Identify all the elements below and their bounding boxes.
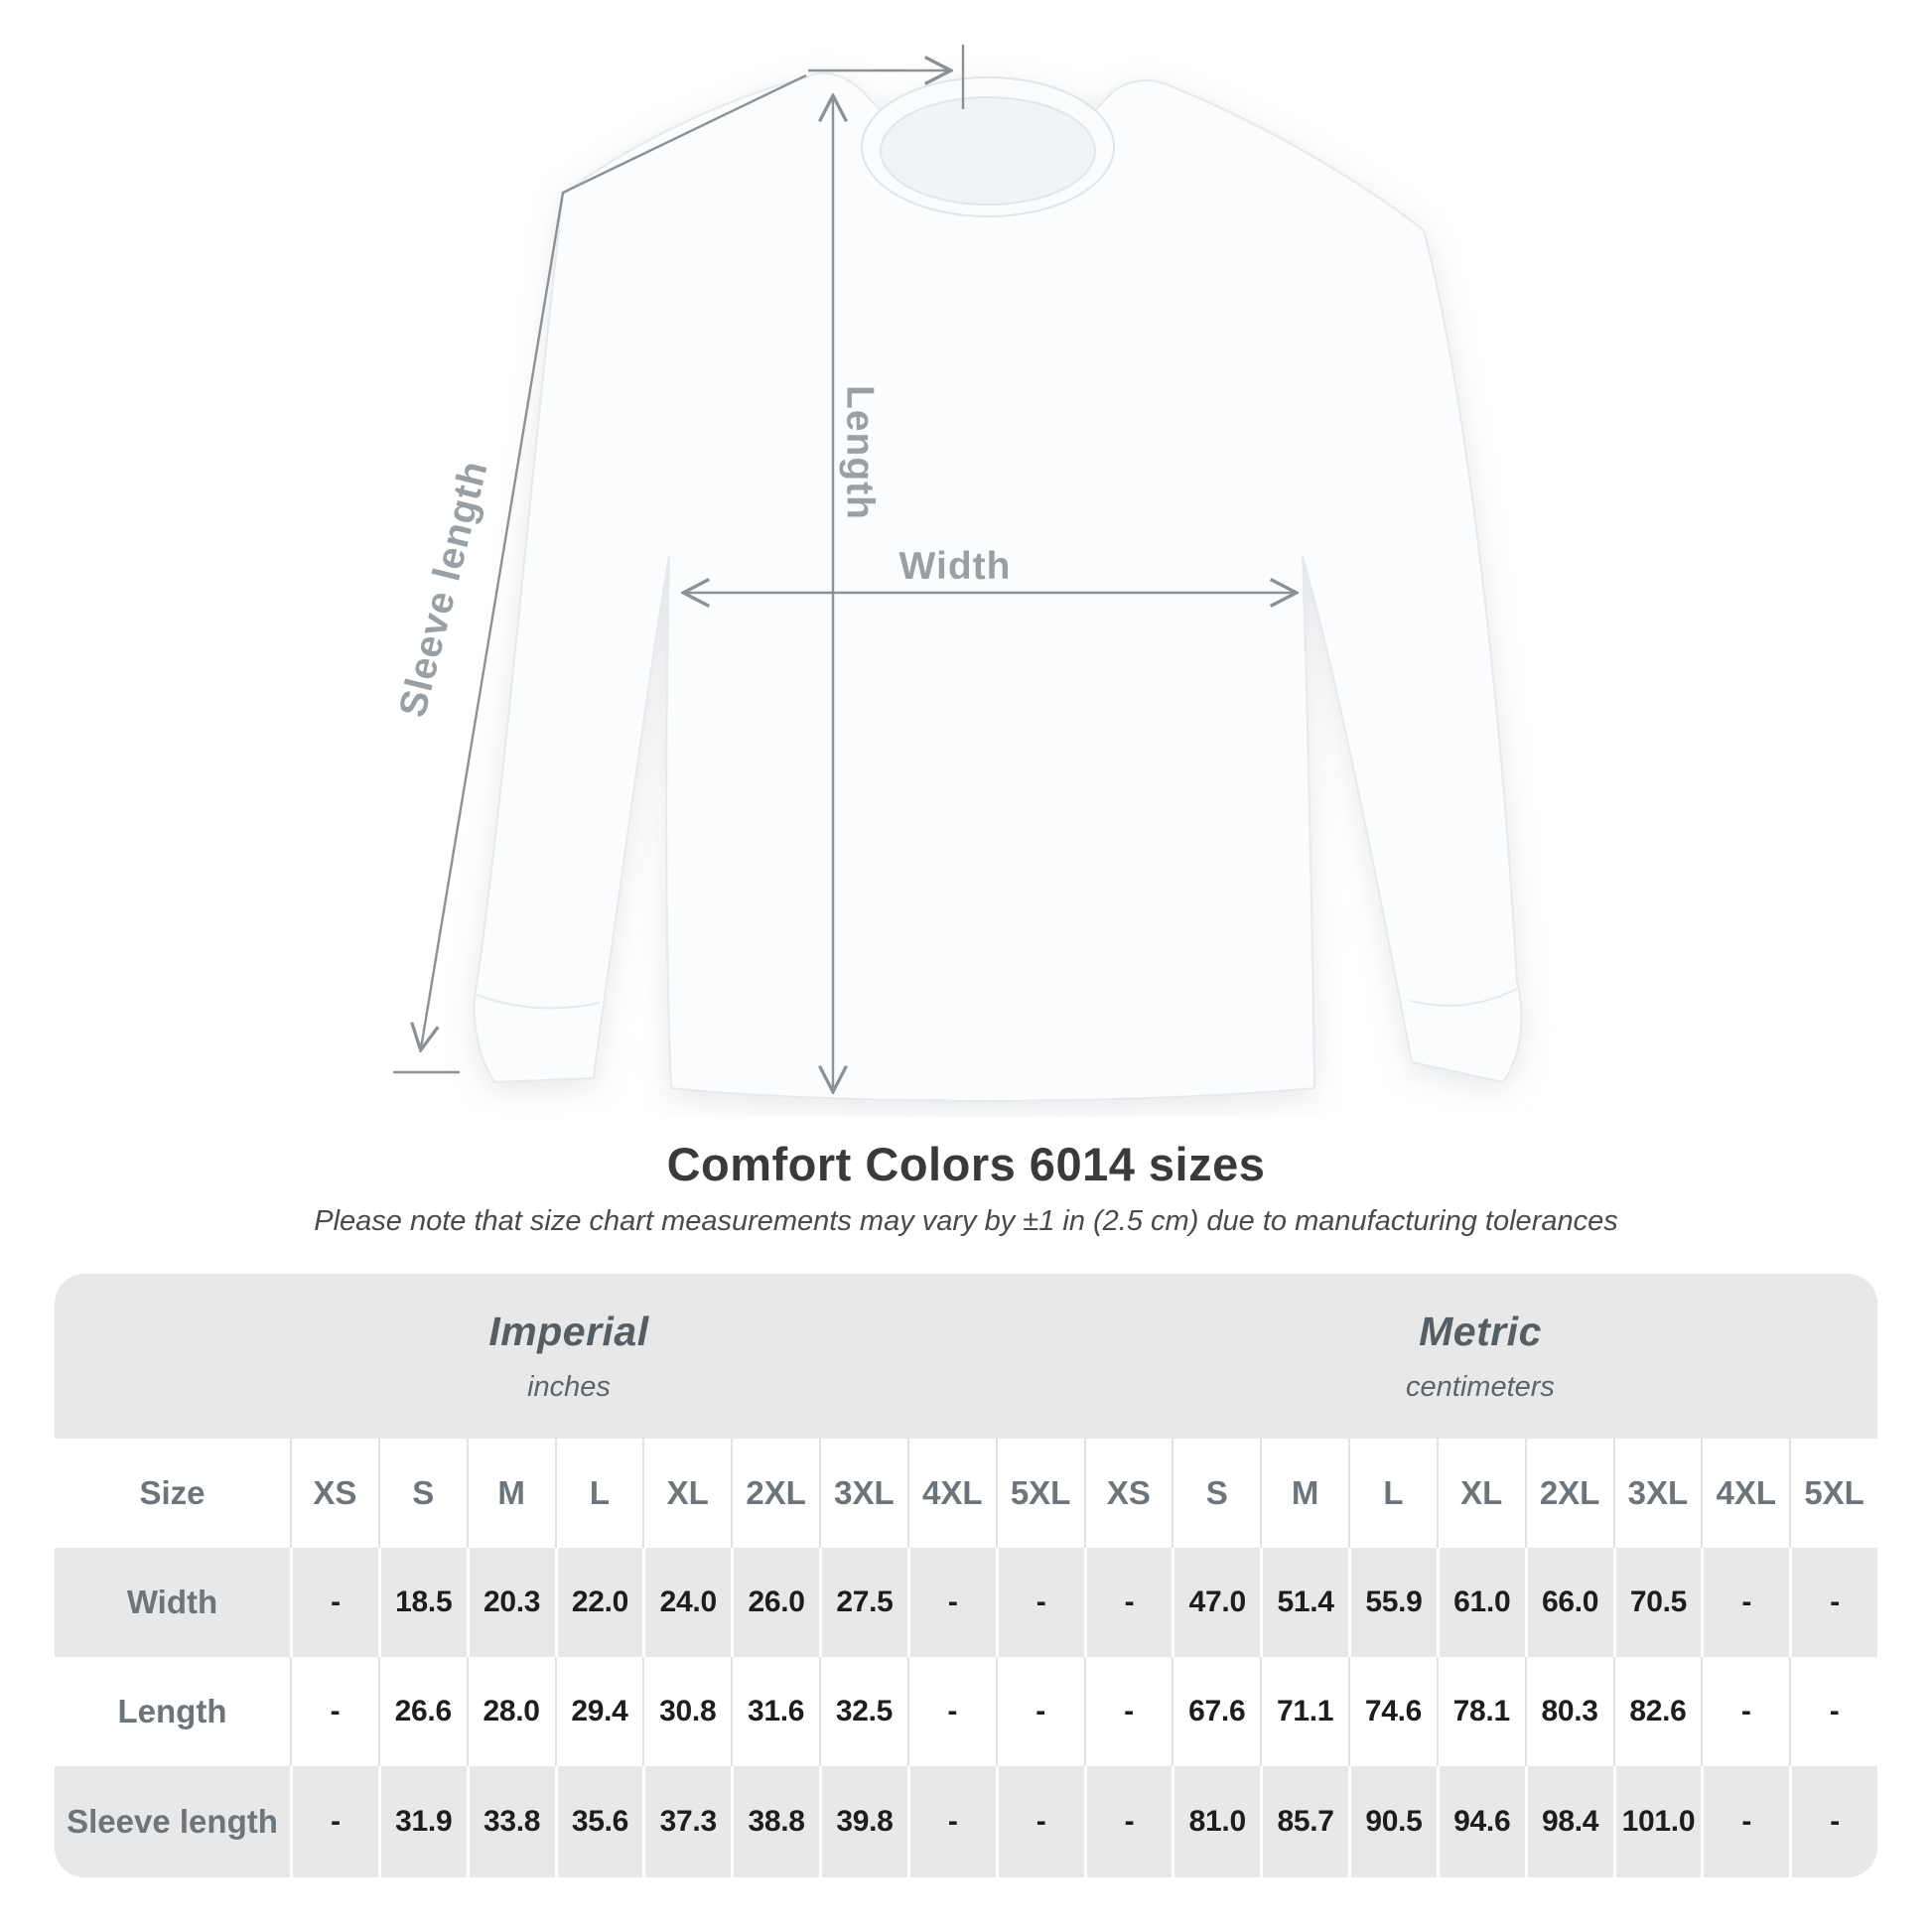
size-header-met-2xl: 2XL [1525, 1439, 1613, 1548]
table-cell: 94.6 [1437, 1766, 1525, 1877]
table-cell: - [1789, 1657, 1877, 1766]
table-cell: 38.8 [731, 1766, 819, 1877]
table-cell: 31.9 [378, 1766, 467, 1877]
collar-opening [881, 97, 1095, 205]
metric-unit: centimeters [1406, 1371, 1555, 1403]
table-cell: - [1701, 1657, 1789, 1766]
metric-label: Metric [1419, 1309, 1542, 1354]
size-header-row [55, 1439, 1877, 1548]
width-label: Width [898, 545, 1012, 588]
size-header-met-3xl: 3XL [1613, 1439, 1702, 1548]
table-cell: 39.8 [819, 1766, 907, 1877]
size-header-imp-5xl: 5XL [996, 1439, 1084, 1548]
table-cell: 61.0 [1437, 1548, 1525, 1657]
table-cell: 47.0 [1172, 1548, 1260, 1657]
table-cell: 32.5 [819, 1657, 907, 1766]
size-header-imp-l: L [555, 1439, 643, 1548]
row-label-length: Length [117, 1693, 227, 1729]
table-cell: 35.6 [555, 1766, 643, 1877]
table-cell: - [1789, 1766, 1877, 1877]
table-cell: 90.5 [1348, 1766, 1437, 1877]
table-cell: 67.6 [1172, 1657, 1260, 1766]
table-cell: 37.3 [642, 1766, 731, 1877]
table-cell: - [1084, 1548, 1173, 1657]
corner-header: Size [139, 1474, 206, 1511]
table-cell: 70.5 [1613, 1548, 1702, 1657]
table-cell: 20.3 [467, 1548, 555, 1657]
table-cell: 71.1 [1260, 1657, 1348, 1766]
table-cell: - [1701, 1548, 1789, 1657]
table-cell: - [907, 1766, 996, 1877]
size-header-met-m: M [1260, 1439, 1348, 1548]
size-header-imp-3xl: 3XL [819, 1439, 907, 1548]
size-table [55, 1274, 1877, 1877]
table-cell: 28.0 [467, 1657, 555, 1766]
row-label-width: Width [126, 1584, 218, 1620]
size-header-imp-4xl: 4XL [907, 1439, 996, 1548]
size-header-imp-xs: XS [290, 1439, 378, 1548]
table-cell: 82.6 [1613, 1657, 1702, 1766]
table-cell: 66.0 [1525, 1548, 1613, 1657]
unit-band [55, 1274, 1877, 1439]
table-cell: 78.1 [1437, 1657, 1525, 1766]
table-cell: 85.7 [1260, 1766, 1348, 1877]
table-cell: 51.4 [1260, 1548, 1348, 1657]
row-label-sleeve-length: Sleeve length [67, 1803, 278, 1840]
table-cell: 24.0 [642, 1548, 731, 1657]
size-header-imp-m: M [467, 1439, 555, 1548]
unit-group-imperial [55, 1274, 1083, 1439]
table-row-width [55, 1548, 1877, 1657]
size-header-met-xl: XL [1437, 1439, 1525, 1548]
table-row-length [55, 1657, 1877, 1766]
imperial-label: Imperial [488, 1309, 649, 1354]
table-cell: 55.9 [1348, 1548, 1437, 1657]
table-cell: 33.8 [467, 1766, 555, 1877]
size-header-met-4xl: 4XL [1701, 1439, 1789, 1548]
table-cell: 98.4 [1525, 1766, 1613, 1877]
size-header-met-s: S [1172, 1439, 1260, 1548]
table-cell: 22.0 [555, 1548, 643, 1657]
table-cell: - [290, 1766, 378, 1877]
table-cell: 27.5 [819, 1548, 907, 1657]
size-header-met-5xl: 5XL [1789, 1439, 1877, 1548]
table-cell: - [907, 1657, 996, 1766]
size-header-imp-xl: XL [642, 1439, 731, 1548]
table-cell: - [290, 1548, 378, 1657]
table-cell: 18.5 [378, 1548, 467, 1657]
size-header-imp-s: S [378, 1439, 467, 1548]
table-cell: - [290, 1657, 378, 1766]
tolerance-note: Please note that size chart measurements may vary by ±1 in (2.5 cm) due to manufacturing tolerances [314, 1205, 1618, 1237]
table-cell: 101.0 [1613, 1766, 1702, 1877]
table-cell: - [996, 1766, 1084, 1877]
size-header-met-xs: XS [1084, 1439, 1173, 1548]
page-title: Comfort Colors 6014 sizes [666, 1138, 1266, 1190]
table-cell: 26.6 [378, 1657, 467, 1766]
table-cell: - [1084, 1657, 1173, 1766]
table-cell: - [1084, 1766, 1173, 1877]
table-cell: - [907, 1548, 996, 1657]
table-cell: 74.6 [1348, 1657, 1437, 1766]
table-cell: - [996, 1657, 1084, 1766]
table-cell: 29.4 [555, 1657, 643, 1766]
table-cell: - [1789, 1548, 1877, 1657]
heading-block [0, 1137, 1932, 1238]
sleeve-length-label: Sleeve length [391, 456, 496, 722]
length-label: Length [838, 385, 882, 520]
table-cell: - [996, 1548, 1084, 1657]
size-header-met-l: L [1348, 1439, 1437, 1548]
table-cell: 31.6 [731, 1657, 819, 1766]
table-cell: 26.0 [731, 1548, 819, 1657]
size-header-imp-2xl: 2XL [731, 1439, 819, 1548]
table-cell: 80.3 [1525, 1657, 1613, 1766]
table-cell: 81.0 [1172, 1766, 1260, 1877]
table-row-sleeve-length [55, 1766, 1877, 1877]
unit-group-metric [1083, 1274, 1877, 1439]
table-cell: - [1701, 1766, 1789, 1877]
table-cell: 30.8 [642, 1657, 731, 1766]
imperial-unit: inches [527, 1371, 611, 1403]
